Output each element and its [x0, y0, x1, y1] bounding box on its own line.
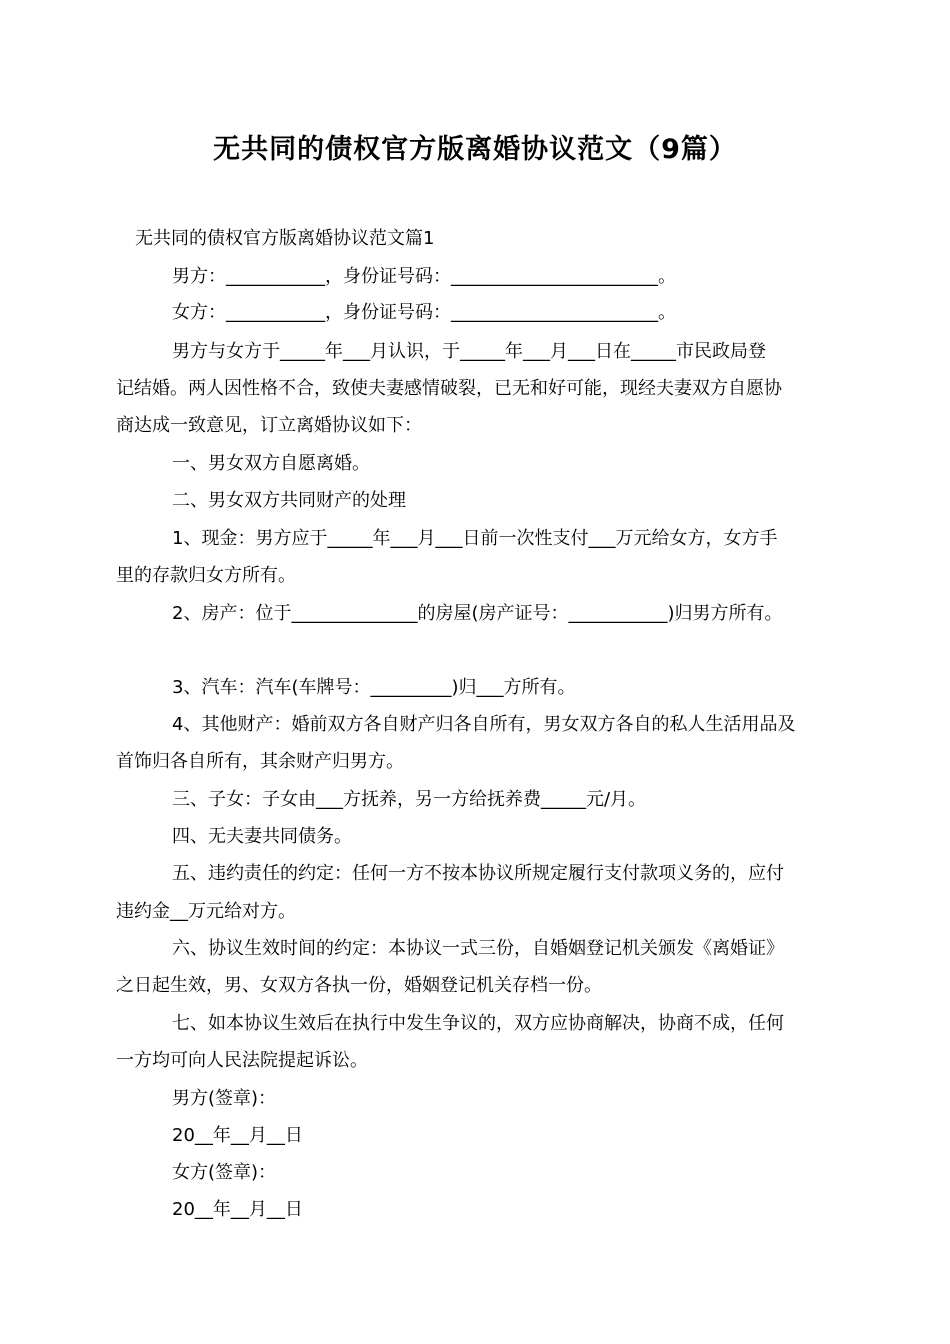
clause-line: 里的存款归女方所有。 [116, 565, 296, 586]
clause-line: 六、协议生效时间的约定：本协议一式三份，自婚姻登记机关颁发《离婚证》 [172, 938, 784, 959]
clause-line: 一、男女双方自愿离婚。 [172, 453, 370, 474]
clause-line: 之日起生效，男、女双方各执一份，婚姻登记机关存档一份。 [116, 975, 602, 996]
male-date-line: 20__年__月__日 [172, 1125, 303, 1146]
clause-line: 一方均可向人民法院提起诉讼。 [116, 1050, 368, 1071]
clause-line: 4、其他财产：婚前双方各自财产归各自所有，男女双方各自的私人生活用品及 [172, 714, 796, 735]
section-heading: 无共同的债权官方版离婚协议范文篇1 [135, 228, 435, 249]
male-signature-line: 男方(签章)： [172, 1088, 277, 1109]
female-id-line: 女方：___________，身份证号码：_______________________。 [172, 302, 676, 323]
male-id-line: 男方：___________，身份证号码：_______________________。 [172, 266, 676, 287]
clause-line: 首饰归各自所有，其余财产归男方。 [116, 751, 404, 772]
clause-line: 四、无夫妻共同债务。 [172, 826, 352, 847]
paragraph-line: 商达成一致意见，订立离婚协议如下： [116, 415, 422, 436]
clause-line: 七、如本协议生效后在执行中发生争议的，双方应协商解决，协商不成，任何 [172, 1013, 784, 1034]
clause-line: 五、违约责任的约定：任何一方不按本协议所规定履行支付款项义务的，应付 [172, 863, 784, 884]
female-signature-line: 女方(签章)： [172, 1162, 277, 1183]
paragraph-line: 男方与女方于_____年___月认识，于_____年___月___日在_____市民政局登 [172, 341, 766, 362]
clause-line: 2、房产：位于______________的房屋(房产证号：___________)归男方所有。 [172, 603, 783, 624]
clause-line: 3、汽车：汽车(车牌号：_________)归___方所有。 [172, 677, 576, 698]
clause-line: 二、男女双方共同财产的处理 [172, 490, 406, 511]
clause-line: 1、现金：男方应于_____年___月___日前一次性支付___万元给女方，女方手 [172, 528, 778, 549]
paragraph-line: 记结婚。两人因性格不合，致使夫妻感情破裂，已无和好可能，现经夫妻双方自愿协 [116, 378, 782, 399]
female-date-line: 20__年__月__日 [172, 1199, 303, 1220]
document-title: 无共同的债权官方版离婚协议范文（9篇） [213, 134, 737, 165]
clause-line: 三、子女：子女由___方抚养，另一方给抚养费_____元/月。 [172, 789, 647, 810]
clause-line: 违约金__万元给对方。 [116, 901, 296, 922]
